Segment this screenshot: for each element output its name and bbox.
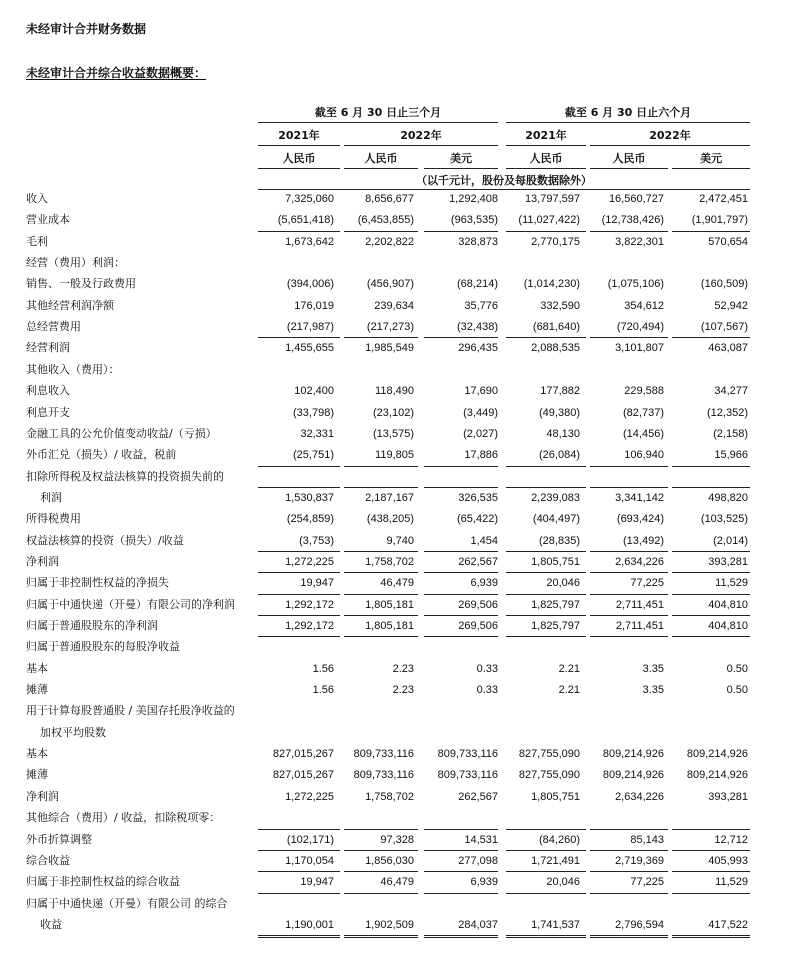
row-value: 239,634 <box>374 299 414 312</box>
row-rule <box>258 937 340 938</box>
row-value: 52,942 <box>714 299 748 312</box>
row-value: (963,535) <box>450 214 498 227</box>
row-label: 金融工具的公允价值变动收益/（亏损） <box>26 426 217 440</box>
row-value: (1,014,230) <box>523 278 580 291</box>
row-value: 1,292,172 <box>285 598 334 611</box>
row-value: 328,873 <box>458 235 498 248</box>
row-value: 809,733,116 <box>353 769 414 782</box>
row-value: 284,037 <box>458 918 498 931</box>
row-value: 1,902,509 <box>365 918 414 931</box>
row-value: 0.33 <box>476 662 498 675</box>
row-label: 基本 <box>26 661 48 675</box>
row-value: 6,939 <box>470 577 498 590</box>
row-label: 综合收益 <box>26 853 70 867</box>
row-value: (254,859) <box>286 513 334 526</box>
row-label: 归属于普通股股东的每股净收益 <box>26 640 180 654</box>
header-rule <box>258 168 340 169</box>
row-value: 7,325,060 <box>285 193 334 205</box>
row-label: 摊薄 <box>26 768 48 782</box>
row-value: (456,907) <box>366 278 414 291</box>
row-value: (6,453,855) <box>357 214 414 227</box>
header-rule <box>506 122 750 123</box>
row-label: 其他收入（费用）： <box>26 362 120 376</box>
row-value: 570,654 <box>708 235 748 248</box>
table-row <box>0 296 804 316</box>
row-value: 277,098 <box>458 854 498 867</box>
header-rule <box>344 168 418 169</box>
row-value: 2,239,083 <box>531 491 580 504</box>
row-label: 经营（费用）利润： <box>26 256 125 270</box>
table-row <box>0 680 804 700</box>
currency-header: 美元 <box>700 152 722 165</box>
row-value: 404,810 <box>708 620 748 632</box>
currency-header: 人民币 <box>612 152 646 165</box>
row-value: 404,810 <box>708 598 748 611</box>
row-value: 20,046 <box>546 577 580 590</box>
row-value: 1,805,181 <box>365 620 414 632</box>
row-value: (25,751) <box>293 449 334 462</box>
row-value: (23,102) <box>373 406 414 419</box>
row-value: 3,101,807 <box>615 342 664 355</box>
row-value: 34,277 <box>714 385 748 398</box>
row-value: 2.23 <box>392 684 414 697</box>
row-rule <box>672 937 750 938</box>
row-label: 其他经营利润净额 <box>26 298 114 312</box>
row-label: 净利润 <box>26 789 59 803</box>
table-row <box>0 851 804 871</box>
row-value: (65,422) <box>457 513 498 526</box>
year-header: 2021年 <box>278 129 320 142</box>
section-title: 未经审计合并综合收益数据概要： <box>26 66 207 80</box>
row-value: 85,143 <box>630 833 664 846</box>
header-rule <box>424 168 498 169</box>
row-value: 2.21 <box>558 684 580 697</box>
header-rule <box>590 168 668 169</box>
header-rule <box>506 168 586 169</box>
row-value: 1,825,797 <box>531 598 580 611</box>
row-value: 12,712 <box>714 833 748 846</box>
row-value: 2.23 <box>392 662 414 675</box>
row-label: 利息收入 <box>26 384 70 398</box>
currency-header: 美元 <box>450 152 472 165</box>
table-row <box>0 616 804 636</box>
row-label: 经营利润 <box>26 341 70 355</box>
row-value: 17,886 <box>464 449 498 462</box>
row-value: 262,567 <box>458 790 498 803</box>
row-value: 809,214,926 <box>602 769 664 782</box>
row-value: 1.56 <box>312 684 334 697</box>
row-value: (217,273) <box>366 321 414 334</box>
table-row <box>0 723 804 743</box>
row-value: (5,651,418) <box>277 214 334 227</box>
row-value: 177,882 <box>540 385 580 398</box>
header-three-months: 截至 6 月 30 日止三个月 <box>314 106 442 119</box>
table-row <box>0 424 804 444</box>
row-label: 权益法核算的投资（损失）/收益 <box>26 533 184 547</box>
row-label: 摊薄 <box>26 683 48 697</box>
row-value: (13,575) <box>373 427 414 440</box>
row-rule <box>344 937 418 938</box>
row-value: 1,825,797 <box>531 620 580 632</box>
header-rule <box>258 145 340 146</box>
row-value: 0.33 <box>476 684 498 697</box>
table-row <box>0 232 804 252</box>
table-row <box>0 830 804 850</box>
table-row <box>0 509 804 529</box>
table-row <box>0 210 804 230</box>
row-value: 9,740 <box>386 534 414 547</box>
row-value: (49,380) <box>539 406 580 419</box>
row-label: 归属于非控制性权益的净损失 <box>26 576 169 590</box>
row-label: 基本 <box>26 747 48 761</box>
row-label: 营业成本 <box>26 213 70 227</box>
header-six-months: 截至 6 月 30 日止六个月 <box>564 106 692 119</box>
row-label: 扣除所得税及权益法核算的投资损失前的 <box>26 469 224 483</box>
row-value: 13,797,597 <box>524 193 580 205</box>
header-rule <box>344 145 498 146</box>
table-row <box>0 445 804 465</box>
year-header: 2021年 <box>525 129 567 142</box>
row-value: 1,758,702 <box>365 555 414 568</box>
row-value: 16,560,727 <box>608 193 664 205</box>
row-value: (2,027) <box>463 427 498 440</box>
row-value: 1.56 <box>312 662 334 675</box>
row-value: 827,755,090 <box>518 769 580 782</box>
row-value: 17,690 <box>464 385 498 398</box>
header-rule <box>258 122 498 123</box>
row-value: 1,190,001 <box>285 918 334 931</box>
table-row <box>0 338 804 358</box>
row-rule <box>344 935 418 936</box>
table-row <box>0 189 804 209</box>
row-rule <box>258 935 340 936</box>
table-row <box>0 637 804 657</box>
row-value: 809,733,116 <box>437 769 498 782</box>
row-value: (2,014) <box>713 534 748 547</box>
row-label: 归属于中通快递（开曼）有限公司 的综合 <box>26 896 228 910</box>
row-label: 净利润 <box>26 554 59 568</box>
row-value: 809,214,926 <box>686 769 748 782</box>
row-value: 11,529 <box>715 876 748 889</box>
row-label: 归属于中通快递（开曼）有限公司的净利润 <box>26 597 235 611</box>
row-value: 176,019 <box>294 299 334 312</box>
row-value: 8,656,677 <box>365 193 414 205</box>
table-row <box>0 274 804 294</box>
row-value: 1,805,181 <box>365 598 414 611</box>
row-value: 1,758,702 <box>365 790 414 803</box>
row-label: 归属于普通股股东的净利润 <box>26 619 158 632</box>
row-rule <box>506 937 586 938</box>
row-value: 35,776 <box>464 299 498 312</box>
table-row <box>0 573 804 593</box>
row-value: 1,292,408 <box>449 193 498 205</box>
row-value: 269,506 <box>458 620 498 632</box>
row-label: 收益 <box>40 917 62 931</box>
row-value: 97,328 <box>380 833 414 846</box>
row-value: 393,281 <box>708 555 748 568</box>
row-value: (32,438) <box>457 321 498 334</box>
header-rule <box>672 168 750 169</box>
currency-header: 人民币 <box>364 152 398 165</box>
header-rule <box>506 145 586 146</box>
row-label: 归属于非控制性权益的综合收益 <box>26 875 180 889</box>
table-row <box>0 894 804 914</box>
row-value: (3,753) <box>299 534 334 547</box>
row-rule <box>672 935 750 936</box>
row-value: 393,281 <box>708 790 748 803</box>
row-value: 498,820 <box>708 491 748 504</box>
row-value: 102,400 <box>294 385 334 398</box>
row-value: 3.35 <box>642 684 664 697</box>
row-value: (438,205) <box>366 513 414 526</box>
row-value: (160,509) <box>700 278 748 291</box>
row-value: 15,966 <box>714 449 748 462</box>
row-value: 2,472,451 <box>699 193 748 205</box>
row-value: (12,352) <box>707 406 748 419</box>
row-value: (3,449) <box>463 406 498 419</box>
row-value: (13,492) <box>623 534 664 547</box>
row-label: 销售、一般及行政费用 <box>26 277 136 291</box>
row-value: 332,590 <box>540 299 580 312</box>
row-value: 1,272,225 <box>285 790 334 803</box>
row-label: 毛利 <box>26 234 48 248</box>
row-value: 2,202,822 <box>365 235 414 248</box>
row-value: (681,640) <box>532 321 580 334</box>
row-label: 总经营费用 <box>26 320 81 334</box>
row-value: 405,993 <box>708 854 748 867</box>
year-header: 2022年 <box>649 129 691 142</box>
row-value: 1,530,837 <box>285 491 334 504</box>
row-value: (394,006) <box>286 278 334 291</box>
row-value: 1,721,491 <box>531 854 580 867</box>
row-value: 3,341,142 <box>615 491 664 504</box>
year-header: 2022年 <box>400 129 442 142</box>
row-value: (720,494) <box>616 321 664 334</box>
row-value: 77,225 <box>630 577 664 590</box>
row-value: 106,940 <box>624 449 664 462</box>
row-value: 2,711,451 <box>615 598 664 611</box>
table-row <box>0 659 804 679</box>
row-label: 利润 <box>40 490 62 504</box>
row-label: 其他综合（费用）/ 收益，扣除税项零： <box>26 811 221 825</box>
row-value: 1,985,549 <box>365 342 414 355</box>
row-value: 2,634,226 <box>615 790 664 803</box>
row-value: (26,084) <box>539 449 580 462</box>
row-value: 1,455,655 <box>285 342 334 355</box>
row-value: 46,479 <box>380 876 414 889</box>
table-row <box>0 253 804 273</box>
row-value: (28,835) <box>539 534 580 547</box>
row-value: 19,947 <box>300 876 334 889</box>
row-value: 1,741,537 <box>531 918 580 931</box>
row-value: 809,733,116 <box>437 748 498 761</box>
row-value: (14,456) <box>623 427 664 440</box>
header-rule <box>590 145 750 146</box>
row-value: 2,770,175 <box>531 235 580 248</box>
table-row <box>0 595 804 615</box>
row-value: (2,158) <box>713 427 748 440</box>
row-value: 2,719,369 <box>615 854 664 867</box>
row-value: 1,170,054 <box>285 854 334 867</box>
row-value: 3,822,301 <box>615 235 664 248</box>
row-value: 32,331 <box>300 427 334 440</box>
row-value: 262,567 <box>458 555 498 568</box>
row-value: (1,075,106) <box>607 278 664 291</box>
row-value: (217,987) <box>286 321 334 334</box>
row-value: 809,214,926 <box>602 748 664 761</box>
row-value: 3.35 <box>642 662 664 675</box>
currency-header: 人民币 <box>529 152 563 165</box>
row-value: 1,856,030 <box>365 854 414 867</box>
row-value: 1,292,172 <box>285 620 334 632</box>
row-value: 1,272,225 <box>285 555 334 568</box>
row-rule <box>506 935 586 936</box>
row-value: 6,939 <box>470 876 498 889</box>
row-value: 48,130 <box>546 427 580 440</box>
row-value: 809,733,116 <box>353 748 414 761</box>
row-value: (1,901,797) <box>691 214 748 227</box>
row-value: 463,087 <box>708 342 748 355</box>
row-value: 2,711,451 <box>615 620 664 632</box>
row-value: (693,424) <box>616 513 664 526</box>
row-rule <box>424 937 498 938</box>
row-value: 0.50 <box>726 662 748 675</box>
row-value: (404,497) <box>532 513 580 526</box>
row-value: 354,612 <box>624 299 664 312</box>
row-value: 1,805,751 <box>531 555 580 568</box>
row-value: 296,435 <box>458 342 498 355</box>
row-value: 2,634,226 <box>615 555 664 568</box>
row-value: (102,171) <box>286 833 334 846</box>
table-row <box>0 808 804 828</box>
row-value: (84,260) <box>539 833 580 846</box>
row-value: 1,454 <box>470 534 498 547</box>
row-label: 收入 <box>26 192 48 205</box>
row-value: (107,567) <box>700 321 748 334</box>
row-value: 77,225 <box>630 876 664 889</box>
table-row <box>0 915 804 935</box>
row-value: (11,027,422) <box>518 214 580 227</box>
row-value: 46,479 <box>380 577 414 590</box>
table-row <box>0 744 804 764</box>
unit-note: （以千元计，股份及每股数据除外） <box>416 174 592 187</box>
row-value: (68,214) <box>457 278 498 291</box>
table-row <box>0 317 804 337</box>
row-value: 326,535 <box>458 491 498 504</box>
row-value: 2.21 <box>558 662 580 675</box>
row-value: 2,088,535 <box>531 342 580 355</box>
table-row <box>0 467 804 487</box>
table-row <box>0 488 804 508</box>
row-value: 20,046 <box>546 876 580 889</box>
row-value: 0.50 <box>726 684 748 697</box>
row-label: 外币汇兑（损失）/ 收益，税前 <box>26 448 177 462</box>
row-value: 269,506 <box>458 598 498 611</box>
row-label: 所得税费用 <box>26 512 81 526</box>
row-label: 利息开支 <box>26 405 70 419</box>
row-label: 外币折算调整 <box>26 832 92 846</box>
table-row <box>0 403 804 423</box>
row-value: 827,015,267 <box>272 748 334 761</box>
row-value: 118,490 <box>375 385 414 398</box>
row-value: 827,015,267 <box>272 769 334 782</box>
row-value: 2,187,167 <box>365 491 414 504</box>
row-value: 119,805 <box>375 449 414 462</box>
table-row <box>0 552 804 572</box>
table-row <box>0 360 804 380</box>
row-value: 809,214,926 <box>686 748 748 761</box>
row-value: (33,798) <box>293 406 334 419</box>
currency-header: 人民币 <box>282 152 316 165</box>
row-rule <box>590 937 668 938</box>
row-value: (103,525) <box>700 513 748 526</box>
row-value: 2,796,594 <box>615 918 664 931</box>
table-row <box>0 381 804 401</box>
table-row <box>0 872 804 892</box>
row-value: 229,588 <box>624 385 664 398</box>
row-value: 1,805,751 <box>531 790 580 803</box>
table-row <box>0 765 804 785</box>
row-value: (82,737) <box>623 406 664 419</box>
table-row <box>0 531 804 551</box>
row-rule <box>424 935 498 936</box>
row-value: 1,673,642 <box>285 235 334 248</box>
document-title: 未经审计合并财务数据 <box>26 22 147 36</box>
row-value: 11,529 <box>715 577 748 590</box>
row-value: 417,522 <box>708 918 748 931</box>
row-label: 用于计算每股普通股 / 美国存托股净收益的 <box>26 704 235 718</box>
row-label: 加权平均股数 <box>40 725 106 739</box>
row-value: 19,947 <box>300 577 334 590</box>
row-value: 827,755,090 <box>518 748 580 761</box>
row-value: 14,531 <box>464 833 498 846</box>
row-value: (12,738,426) <box>601 214 664 227</box>
table-row <box>0 701 804 721</box>
row-rule <box>590 935 668 936</box>
table-row <box>0 787 804 807</box>
